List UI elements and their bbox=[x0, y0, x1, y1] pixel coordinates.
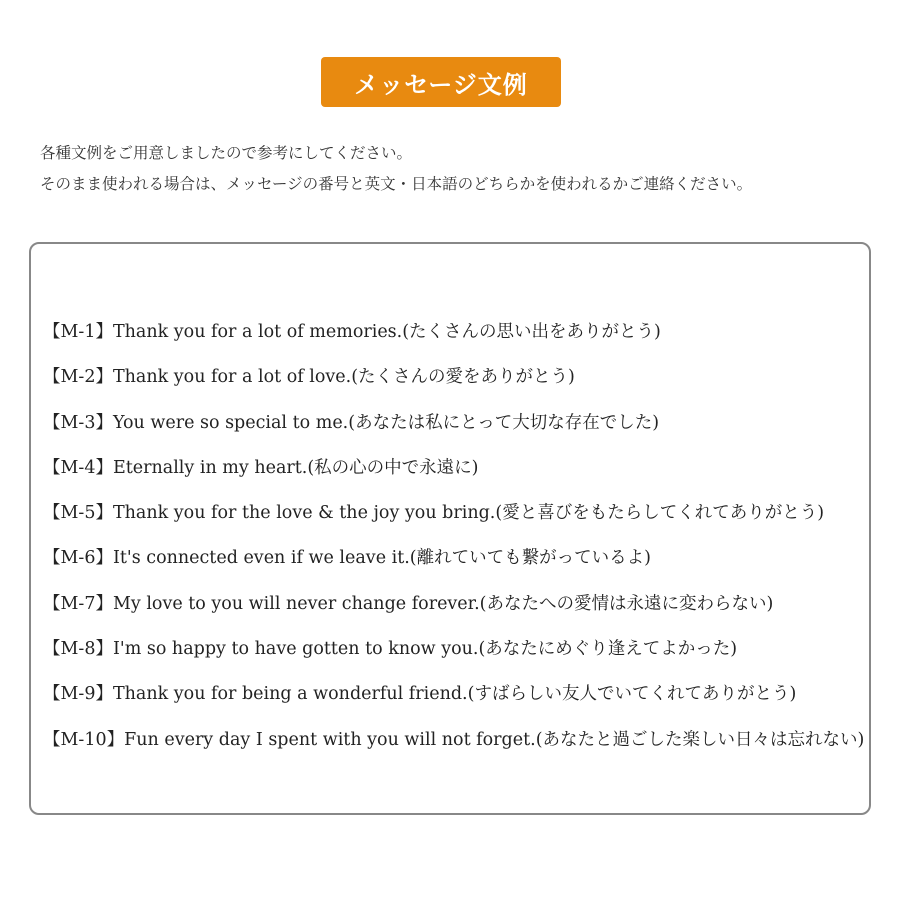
message-item-m3: 【M-3】You were so special to me.(あなたは私にとって大切な存在でした) bbox=[43, 412, 660, 433]
message-item-m4: 【M-4】Eternally in my heart.(私の心の中で永遠に) bbox=[43, 457, 479, 478]
message-item-m9: 【M-9】Thank you for being a wonderful friend.(すばらしい友人でいてくれてありがとう) bbox=[43, 684, 797, 705]
message-item-m7: 【M-7】My love to you will never change forever.(あなたへの愛情は永遠に変わらない) bbox=[43, 593, 774, 614]
message-item-m2: 【M-2】Thank you for a lot of love.(たくさんの愛をありがとう) bbox=[43, 367, 575, 388]
page-title: メッセージ文例 bbox=[321, 57, 561, 107]
intro-line-2: そのまま使われる場合は、メッセージの番号と英文・日本語のどちらかを使われるかご連絡ください。 bbox=[40, 175, 753, 193]
message-item-m6: 【M-6】It's connected even if we leave it.(離れていても繋がっているよ) bbox=[43, 548, 651, 569]
message-item-m1: 【M-1】Thank you for a lot of memories.(たくさんの思い出をありがとう) bbox=[43, 322, 661, 342]
message-list bbox=[43, 312, 864, 765]
message-examples-box bbox=[29, 242, 871, 815]
message-item-m5: 【M-5】Thank you for the love & the joy you bring.(愛と喜びをもたらしてくれてありがとう) bbox=[43, 503, 825, 524]
message-item-m8: 【M-8】I'm so happy to have gotten to know you.(あなたにめぐり逢えてよかった) bbox=[43, 639, 738, 660]
intro-text bbox=[40, 138, 870, 200]
message-item-m10: 【M-10】Fun every day I spent with you will not forget.(あなたと過ごした楽しい日々は忘れない) bbox=[43, 729, 865, 750]
intro-line-1: 各種文例をご用意しましたので参考にしてください。 bbox=[40, 144, 413, 162]
